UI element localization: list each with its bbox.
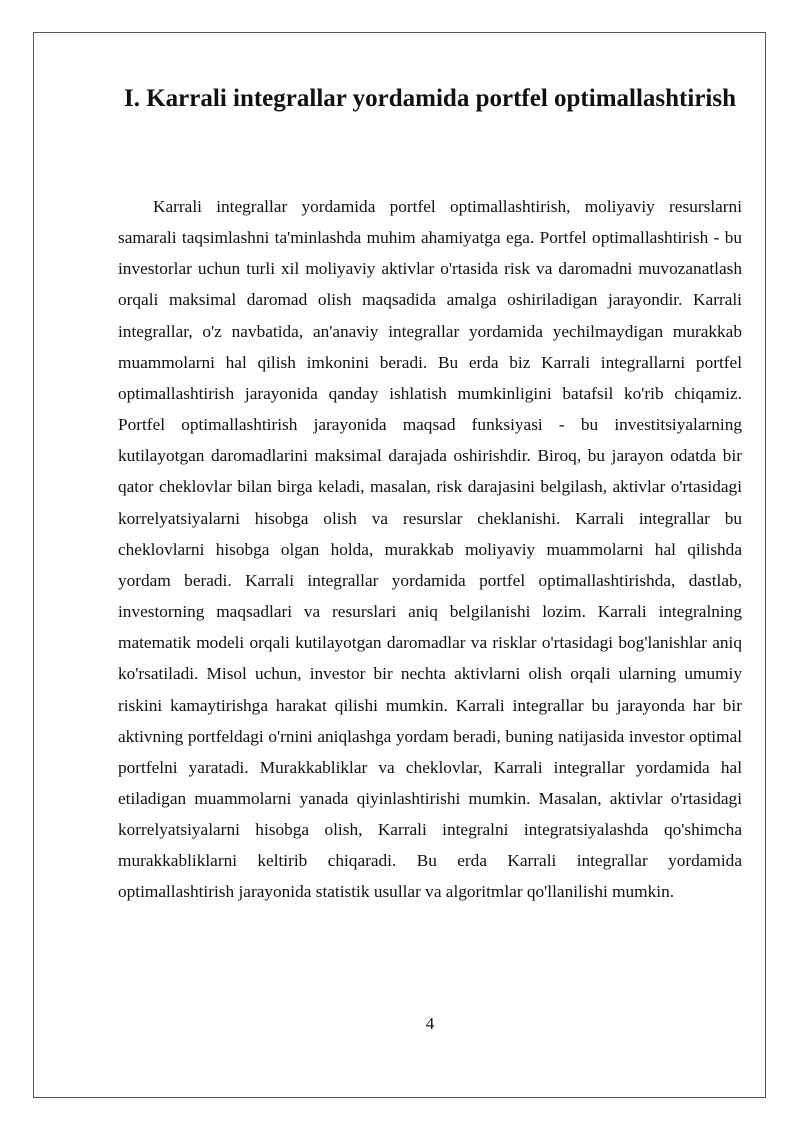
body-paragraph: Karrali integrallar yordamida portfel optimallashtirish, moliyaviy resurslarni samarali taqsimlashni ta'minlashda muhim ahamiyatga ega. Portfel optimallashtirish - bu investorlar uchun turli xil moliyaviy aktivlar o'rtasida risk va daromadni muvozanatlash orqali maksimal daromad olish maqsadida amalga oshiriladigan jarayondir. Karrali integrallar, o'z navbatida, an'anaviy integrallar yordamida yechilmaydigan murakkab muammolarni hal qilish imkonini beradi. Bu erda biz Karrali integrallarni portfel optimallashtirish jarayonida qanday ishlatish mumkinligini batafsil ko'rib chiqamiz. Portfel optimallashtirish jarayonida maqsad funksiyasi - bu investitsiyalarning kutilayotgan daromadlarini maksimal darajada oshirishdir. Biroq, bu jarayon odatda bir qator cheklovlar bilan birga keladi, masalan, risk darajasini belgilash, aktivlar o'rtasidagi korrelyatsiyalarni hisobga olish va resurslar cheklanishi. Karrali integrallar bu cheklovlarni hisobga olgan holda, murakkab moliyaviy muammolarni hal qilishda yordam beradi. Karrali integrallar yordamida portfel optimallashtirishda, dastlab, investorning maqsadlari va resurslari aniq belgilanishi lozim. Karrali integralning matematik modeli orqali kutilayotgan daromadlar va risklar o'rtasidagi bog'lanishlar aniq ko'rsatiladi. Misol uchun, investor bir nechta aktivlarni olish orqali ularning umumiy riskini kamaytirishga harakat qilishi mumkin. Karrali integrallar bu jarayonda har bir aktivning portfeldagi o'rnini aniqlashga yordam beradi, buning natijasida investor optimal portfelni yaratadi. Murakkabliklar va cheklovlar, Karrali integrallar yordamida hal etiladigan muammolarni yanada qiyinlashtirishi mumkin. Masalan, aktivlar o'rtasidagi korrelyatsiyalarni hisobga olish, Karrali integralni integratsiyalashda qo'shimcha murakkabliklarni keltirib chiqaradi. Bu erda Karrali integrallar yordamida optimallashtirish jarayonida statistik usullar va algoritmlar qo'llanilishi mumkin. [118, 197, 742, 902]
page-number: 4 [425, 1014, 435, 1033]
section-title: I. Karrali integrallar yordamida portfel optimallashtirish [124, 85, 736, 112]
